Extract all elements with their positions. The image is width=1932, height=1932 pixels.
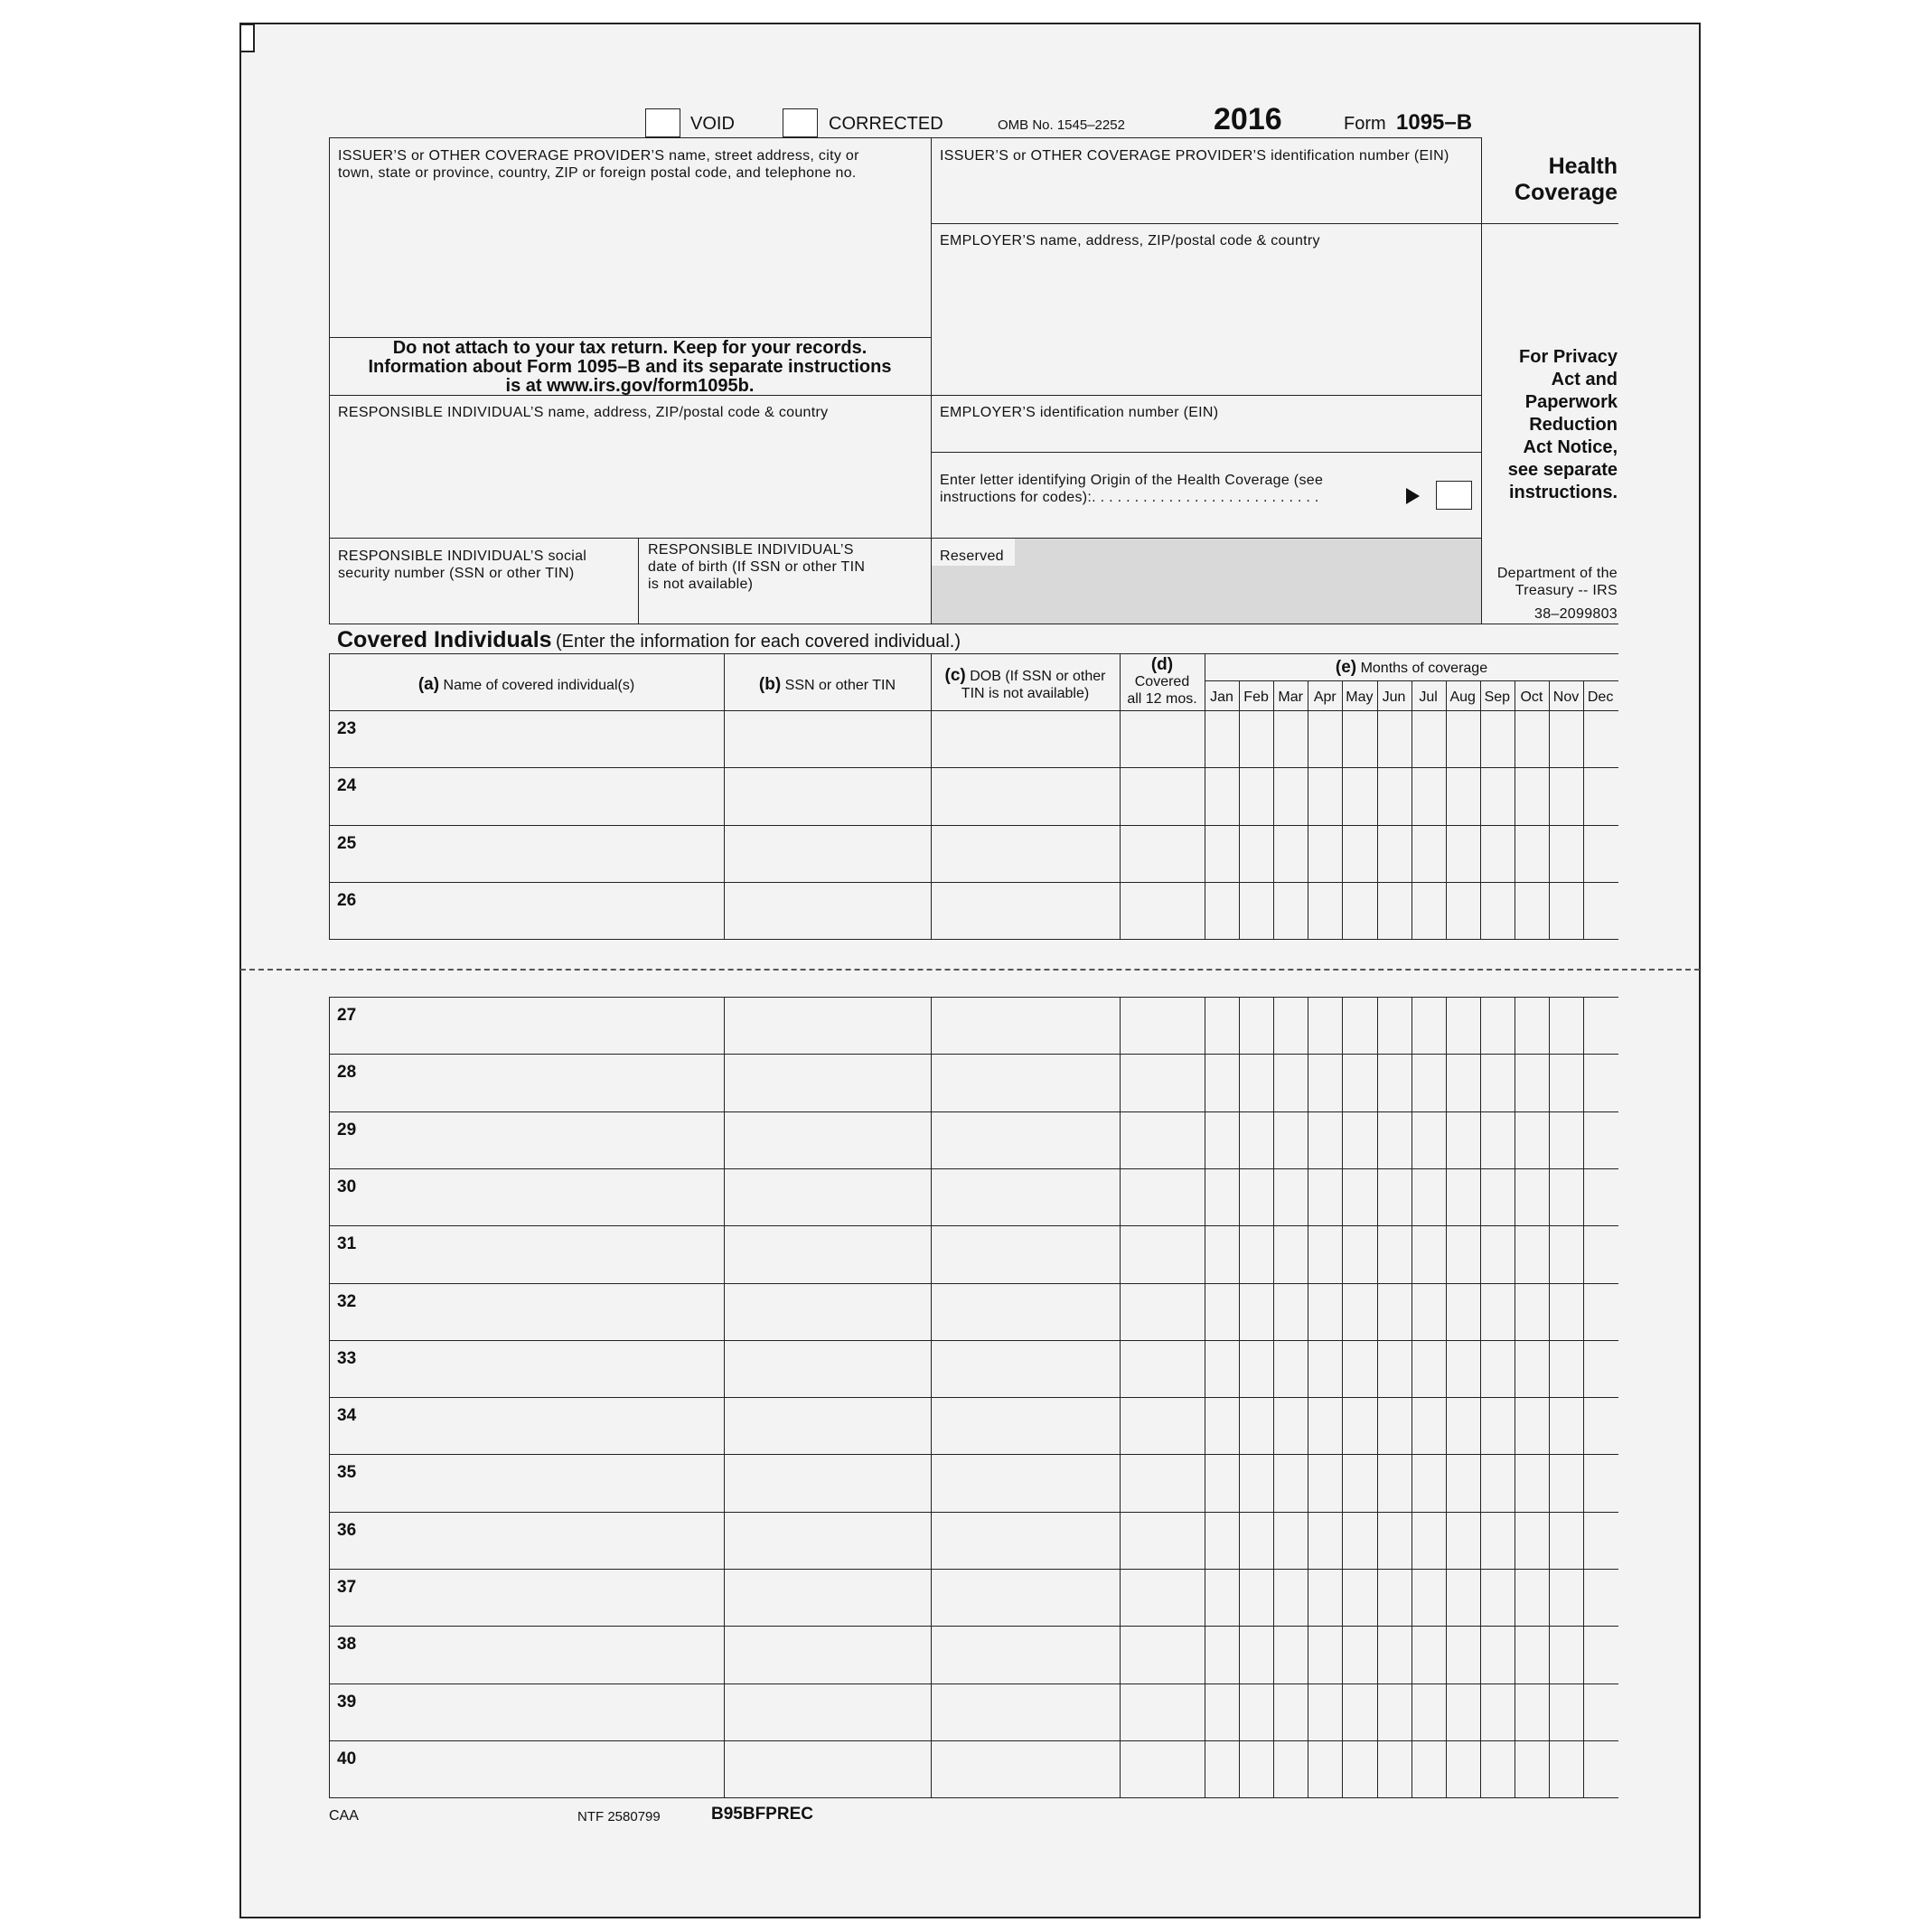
table-row[interactable] [329, 997, 1618, 1054]
side-code: 38–2099803 [1534, 606, 1618, 622]
row-number: 34 [337, 1406, 357, 1426]
table-row[interactable] [329, 1054, 1618, 1111]
notice-line1: Do not attach to your tax return. Keep for your records. [392, 338, 868, 358]
col-d-letter: (d) [1150, 655, 1174, 674]
col-b-text: SSN or other TIN [784, 678, 896, 693]
origin-line1: Enter letter identifying Origin of the Health Coverage (see [940, 473, 1324, 488]
employer-ein-label: EMPLOYER’S identification number (EIN) [940, 405, 1219, 420]
col-d-line2: all 12 mos. [1127, 691, 1197, 707]
privacy-line: For Privacy [1519, 347, 1618, 367]
resp-dob-line2: date of birth (If SSN or other TIN [648, 559, 866, 575]
table-row[interactable] [329, 710, 1618, 767]
row-number: 27 [337, 1006, 357, 1025]
resp-dob-line3: is not available) [648, 577, 754, 592]
month-mar: Mar [1278, 689, 1303, 705]
perforation-line [240, 969, 1700, 971]
month-aug: Aug [1449, 689, 1476, 705]
issuer-name-line2: town, state or province, country, ZIP or foreign postal code, and telephone no. [338, 165, 857, 181]
table-row[interactable] [329, 1626, 1618, 1683]
resp-ssn-line1: RESPONSIBLE INDIVIDUAL’S social [338, 549, 587, 564]
void-label: VOID [690, 114, 735, 134]
privacy-line: Act Notice, [1523, 437, 1618, 457]
col-c-letter: (c) [944, 666, 966, 685]
side-title-line1: Health [1548, 154, 1618, 179]
notice-text [329, 339, 931, 396]
col-b-header [724, 676, 931, 694]
month-may: May [1346, 689, 1374, 705]
row-number: 24 [337, 776, 357, 796]
corner-mark [239, 23, 255, 52]
table-row[interactable] [329, 1111, 1618, 1168]
table-row[interactable] [329, 825, 1618, 882]
table-row[interactable] [329, 1683, 1618, 1740]
row-number: 40 [337, 1749, 357, 1768]
row-number: 33 [337, 1348, 357, 1368]
department [1497, 565, 1618, 599]
row-number: 35 [337, 1463, 357, 1483]
covered-subtitle: (Enter the information for each covered individual.) [556, 632, 961, 652]
omb-number: OMB No. 1545–2252 [998, 117, 1125, 133]
origin-code-box[interactable] [1436, 481, 1472, 510]
table-row[interactable] [329, 1397, 1618, 1454]
table-row[interactable] [329, 1454, 1618, 1511]
col-d-line1: Covered [1134, 674, 1190, 689]
month-feb: Feb [1243, 689, 1269, 705]
covered-title: Covered Individuals [337, 627, 552, 652]
privacy-line: Reduction [1529, 415, 1618, 435]
tax-year: 2016 [1214, 102, 1282, 136]
notice-line3: is at www.irs.gov/form1095b. [505, 376, 755, 396]
col-a-header [329, 676, 724, 694]
month-oct: Oct [1520, 689, 1543, 705]
row-number: 29 [337, 1120, 357, 1140]
table-row[interactable] [329, 767, 1618, 824]
void-checkbox[interactable] [645, 108, 680, 137]
row-number: 26 [337, 890, 357, 910]
table-row[interactable] [329, 1340, 1618, 1397]
table-row[interactable] [329, 1569, 1618, 1626]
dept-line2: Treasury -- IRS [1515, 583, 1618, 598]
issuer-name-label [338, 147, 859, 182]
table-row[interactable] [329, 882, 1618, 939]
table-row[interactable] [329, 1168, 1618, 1225]
month-apr: Apr [1313, 689, 1336, 705]
col-c-header [931, 667, 1120, 702]
privacy-line: see separate [1507, 460, 1618, 480]
month-nov: Nov [1552, 689, 1580, 705]
form-number: 1095–B [1396, 110, 1473, 135]
table-row[interactable] [329, 1283, 1618, 1340]
month-dec: Dec [1587, 689, 1614, 705]
row-number: 28 [337, 1063, 357, 1083]
month-sep: Sep [1484, 689, 1511, 705]
origin-dots: . . . . . . . . . . . . . . . . . . . . . . . . . . . [1092, 490, 1319, 505]
row-number: 31 [337, 1234, 357, 1254]
col-d-header [1120, 656, 1205, 708]
notice-line2: Information about Form 1095–B and its separate instructions [368, 357, 892, 377]
month-jul: Jul [1419, 689, 1438, 705]
row-number: 23 [337, 719, 357, 738]
row-number: 25 [337, 833, 357, 853]
arrow-icon [1406, 488, 1420, 504]
footer-ntf: NTF 2580799 [577, 1809, 661, 1824]
table-row[interactable] [329, 1512, 1618, 1569]
resp-dob-line1: RESPONSIBLE INDIVIDUAL’S [648, 542, 854, 558]
table-row[interactable] [329, 1225, 1618, 1282]
row-number: 37 [337, 1578, 357, 1597]
row-number: 32 [337, 1291, 357, 1311]
table-row[interactable] [329, 1740, 1618, 1797]
privacy-line: instructions. [1508, 483, 1618, 502]
issuer-ein-label: ISSUER’S or OTHER COVERAGE PROVIDER’S identification number (EIN) [940, 148, 1449, 164]
side-title [1515, 154, 1618, 206]
row-number: 30 [337, 1177, 357, 1196]
resp-dob-label [648, 541, 865, 593]
covered-heading [337, 627, 961, 653]
origin-line2: instructions for codes): [940, 490, 1093, 505]
corrected-checkbox[interactable] [783, 108, 818, 137]
reserved-label: Reserved [940, 549, 1004, 564]
col-b-letter: (b) [758, 675, 782, 694]
resp-ssn-line2: security number (SSN or other TIN) [338, 566, 575, 581]
privacy-notice [1508, 346, 1618, 504]
side-title-line2: Coverage [1515, 180, 1618, 205]
footer-caa: CAA [329, 1808, 359, 1824]
row-number: 38 [337, 1635, 357, 1655]
month-jan: Jan [1210, 689, 1233, 705]
dept-line1: Department of the [1496, 566, 1618, 581]
col-c-line1: DOB (If SSN or other [970, 669, 1106, 684]
col-e-letter: (e) [1335, 658, 1357, 677]
form-prefix: Form [1344, 114, 1386, 134]
corrected-label: CORRECTED [829, 114, 943, 134]
col-e-text: Months of coverage [1360, 661, 1488, 676]
col-a-letter: (a) [417, 675, 440, 694]
col-c-line2: TIN is not available) [961, 686, 1090, 701]
privacy-line: Paperwork [1524, 392, 1618, 412]
resp-ssn-label [338, 548, 586, 582]
footer-code: B95BFPREC [711, 1805, 813, 1824]
employer-name-label: EMPLOYER’S name, address, ZIP/postal code & country [940, 233, 1320, 249]
issuer-name-line1: ISSUER’S or OTHER COVERAGE PROVIDER’S name, street address, city or [338, 148, 859, 164]
col-a-text: Name of covered individual(s) [443, 678, 635, 693]
origin-label [940, 472, 1323, 506]
responsible-name-label: RESPONSIBLE INDIVIDUAL’S name, address, ZIP/postal code & country [338, 405, 829, 420]
row-number: 39 [337, 1692, 357, 1712]
row-number: 36 [337, 1520, 357, 1540]
month-jun: Jun [1382, 689, 1406, 705]
col-e-header [1205, 659, 1618, 677]
privacy-line: Act and [1551, 370, 1618, 389]
